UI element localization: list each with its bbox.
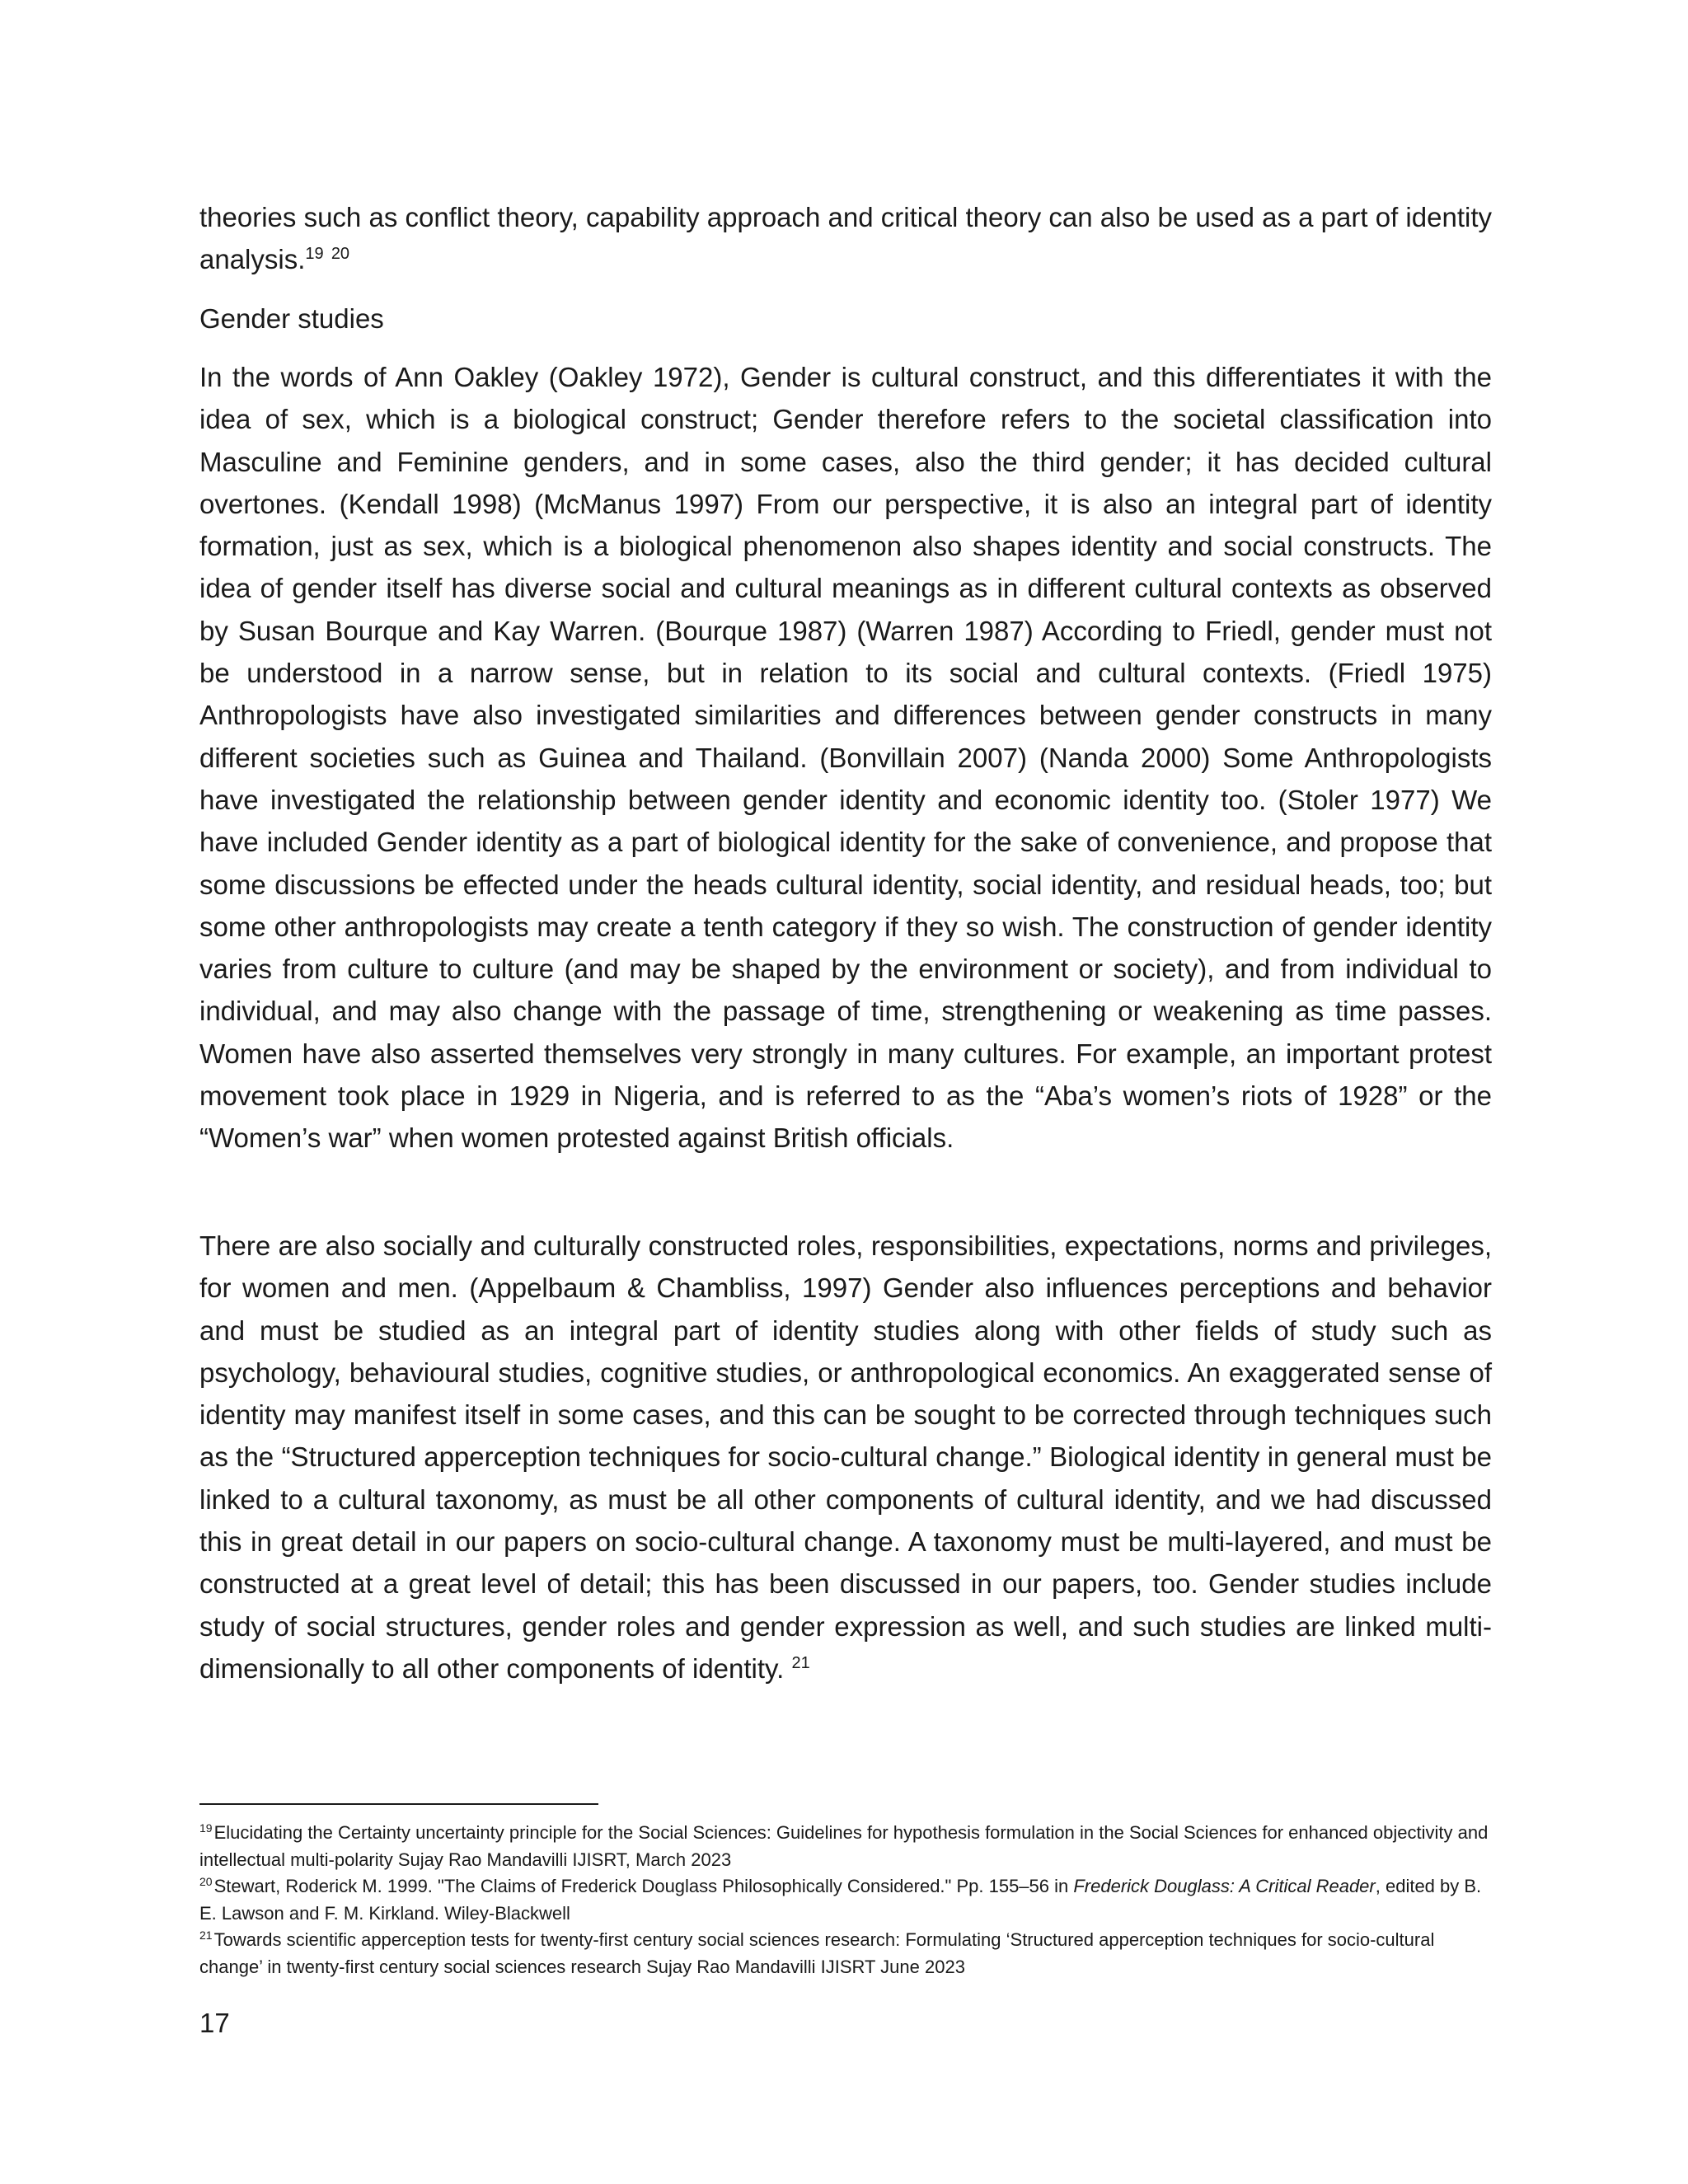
- footnote-21: [199, 1927, 1492, 1980]
- footnote-separator: [199, 1803, 598, 1805]
- footnote-text: Elucidating the Certainty uncertainty principle for the Social Sciences: Guidelines for hypothesis formulation in the Social Sciences for enhanced objectivity and intellectual multi-polarity Sujay Rao Mandavilli IJISRT, March 2023: [199, 1822, 1489, 1870]
- footnote-book-title: Frederick Douglass: A Critical Reader: [1073, 1876, 1376, 1896]
- footnote-19: [199, 1820, 1492, 1873]
- footnote-text-after: , edited by B. E. Lawson and F. M. Kirkland. Wiley-Blackwell: [199, 1876, 1482, 1924]
- intro-paragraph: [199, 196, 1492, 281]
- footnote-20: [199, 1873, 1492, 1927]
- paragraph-2-text: There are also socially and culturally constructed roles, responsibilities, expectations, norms and privileges, for women and men. (Appelbaum & Chambliss, 1997) Gender also influences perceptions and behavior and must be studied as an integral part of identity studies along with other fields of study such as psychology, behavioural studies, cognitive studies, or anthropological economics. An exaggerated sense of identity may manifest itself in some cases, and this can be sought to be corrected through techniques such as the “Structured apperception techniques for socio-cultural change.” Biological identity in general must be linked to a cultural taxonomy, as must be all other components of cultural identity, and we had discussed this in great detail in our papers on socio-cultural change. A taxonomy must be multi-layered, and must be constructed at a great level of detail; this has been discussed in our papers, too. Gender studies include study of social structures, gender roles and gender expression as well, and such studies are linked multi-dimensionally to all other components of identity.: [199, 1230, 1492, 1684]
- footnote-text: Towards scientific apperception tests for twenty-first century social sciences research: Formulating ‘Structured apperception techniques for socio-cultural change’ in twenty-first century social sciences research Sujay Rao Mandavilli IJISRT June 2023: [199, 1929, 1435, 1977]
- footnote-number: 20: [199, 1874, 213, 1888]
- page-number: 17: [199, 2008, 230, 2038]
- body-paragraph-1: In the words of Ann Oakley (Oakley 1972), Gender is cultural construct, and this differentiates it with the idea of sex, which is a biological construct; Gender therefore refers to the societal classification into Masculine and Feminine genders, and in some cases, also the third gender; it has decided cultural overtones. (Kendall 1998) (McManus 1997) From our perspective, it is also an integral part of identity formation, just as sex, which is a biological phenomenon also shapes identity and social constructs. The idea of gender itself has diverse social and cultural meanings as in different cultural contexts as observed by Susan Bourque and Kay Warren. (Bourque 1987) (Warren 1987) According to Friedl, gender must not be understood in a narrow sense, but in relation to its social and cultural contexts. (Friedl 1975) Anthropologists have also investigated similarities and differences between gender constructs in many different societies such as Guinea and Thailand. (Bonvillain 2007) (Nanda 2000) Some Anthropologists have investigated the relationship between gender identity and economic identity too. (Stoler 1977) We have included Gender identity as a part of biological identity for the sake of convenience, and propose that some discussions be effected under the heads cultural identity, social identity, and residual heads, too; but some other anthropologists may create a tenth category if they so wish. The construction of gender identity varies from culture to culture (and may be shaped by the environment or society), and from individual to individual, and may also change with the passage of time, strengthening or weakening as time passes. Women have also asserted themselves very strongly in many cultures. For example, an important protest movement took place in 1929 in Nigeria, and is referred to as the “Aba’s women’s riots of 1928” or the “Women’s war” when women protested against British officials.: [199, 362, 1492, 1154]
- section-heading: Gender studies: [199, 303, 384, 334]
- footnote-text: Stewart, Roderick M. 1999. "The Claims of Frederick Douglass Philosophically Considered." Pp. 155–56 in: [213, 1876, 1074, 1896]
- footnote-ref-19[interactable]: 19: [305, 245, 324, 264]
- footnote-number: 19: [199, 1821, 213, 1835]
- intro-text: theories such as conflict theory, capability approach and critical theory can also be used as a part of identity analysis.: [199, 202, 1492, 275]
- footnote-ref-21[interactable]: 21: [791, 1653, 810, 1672]
- body-paragraph-2: [199, 1225, 1492, 1690]
- footnotes: [199, 1820, 1492, 1980]
- footnote-number: 21: [199, 1928, 213, 1942]
- footnote-ref-20[interactable]: 20: [331, 245, 350, 264]
